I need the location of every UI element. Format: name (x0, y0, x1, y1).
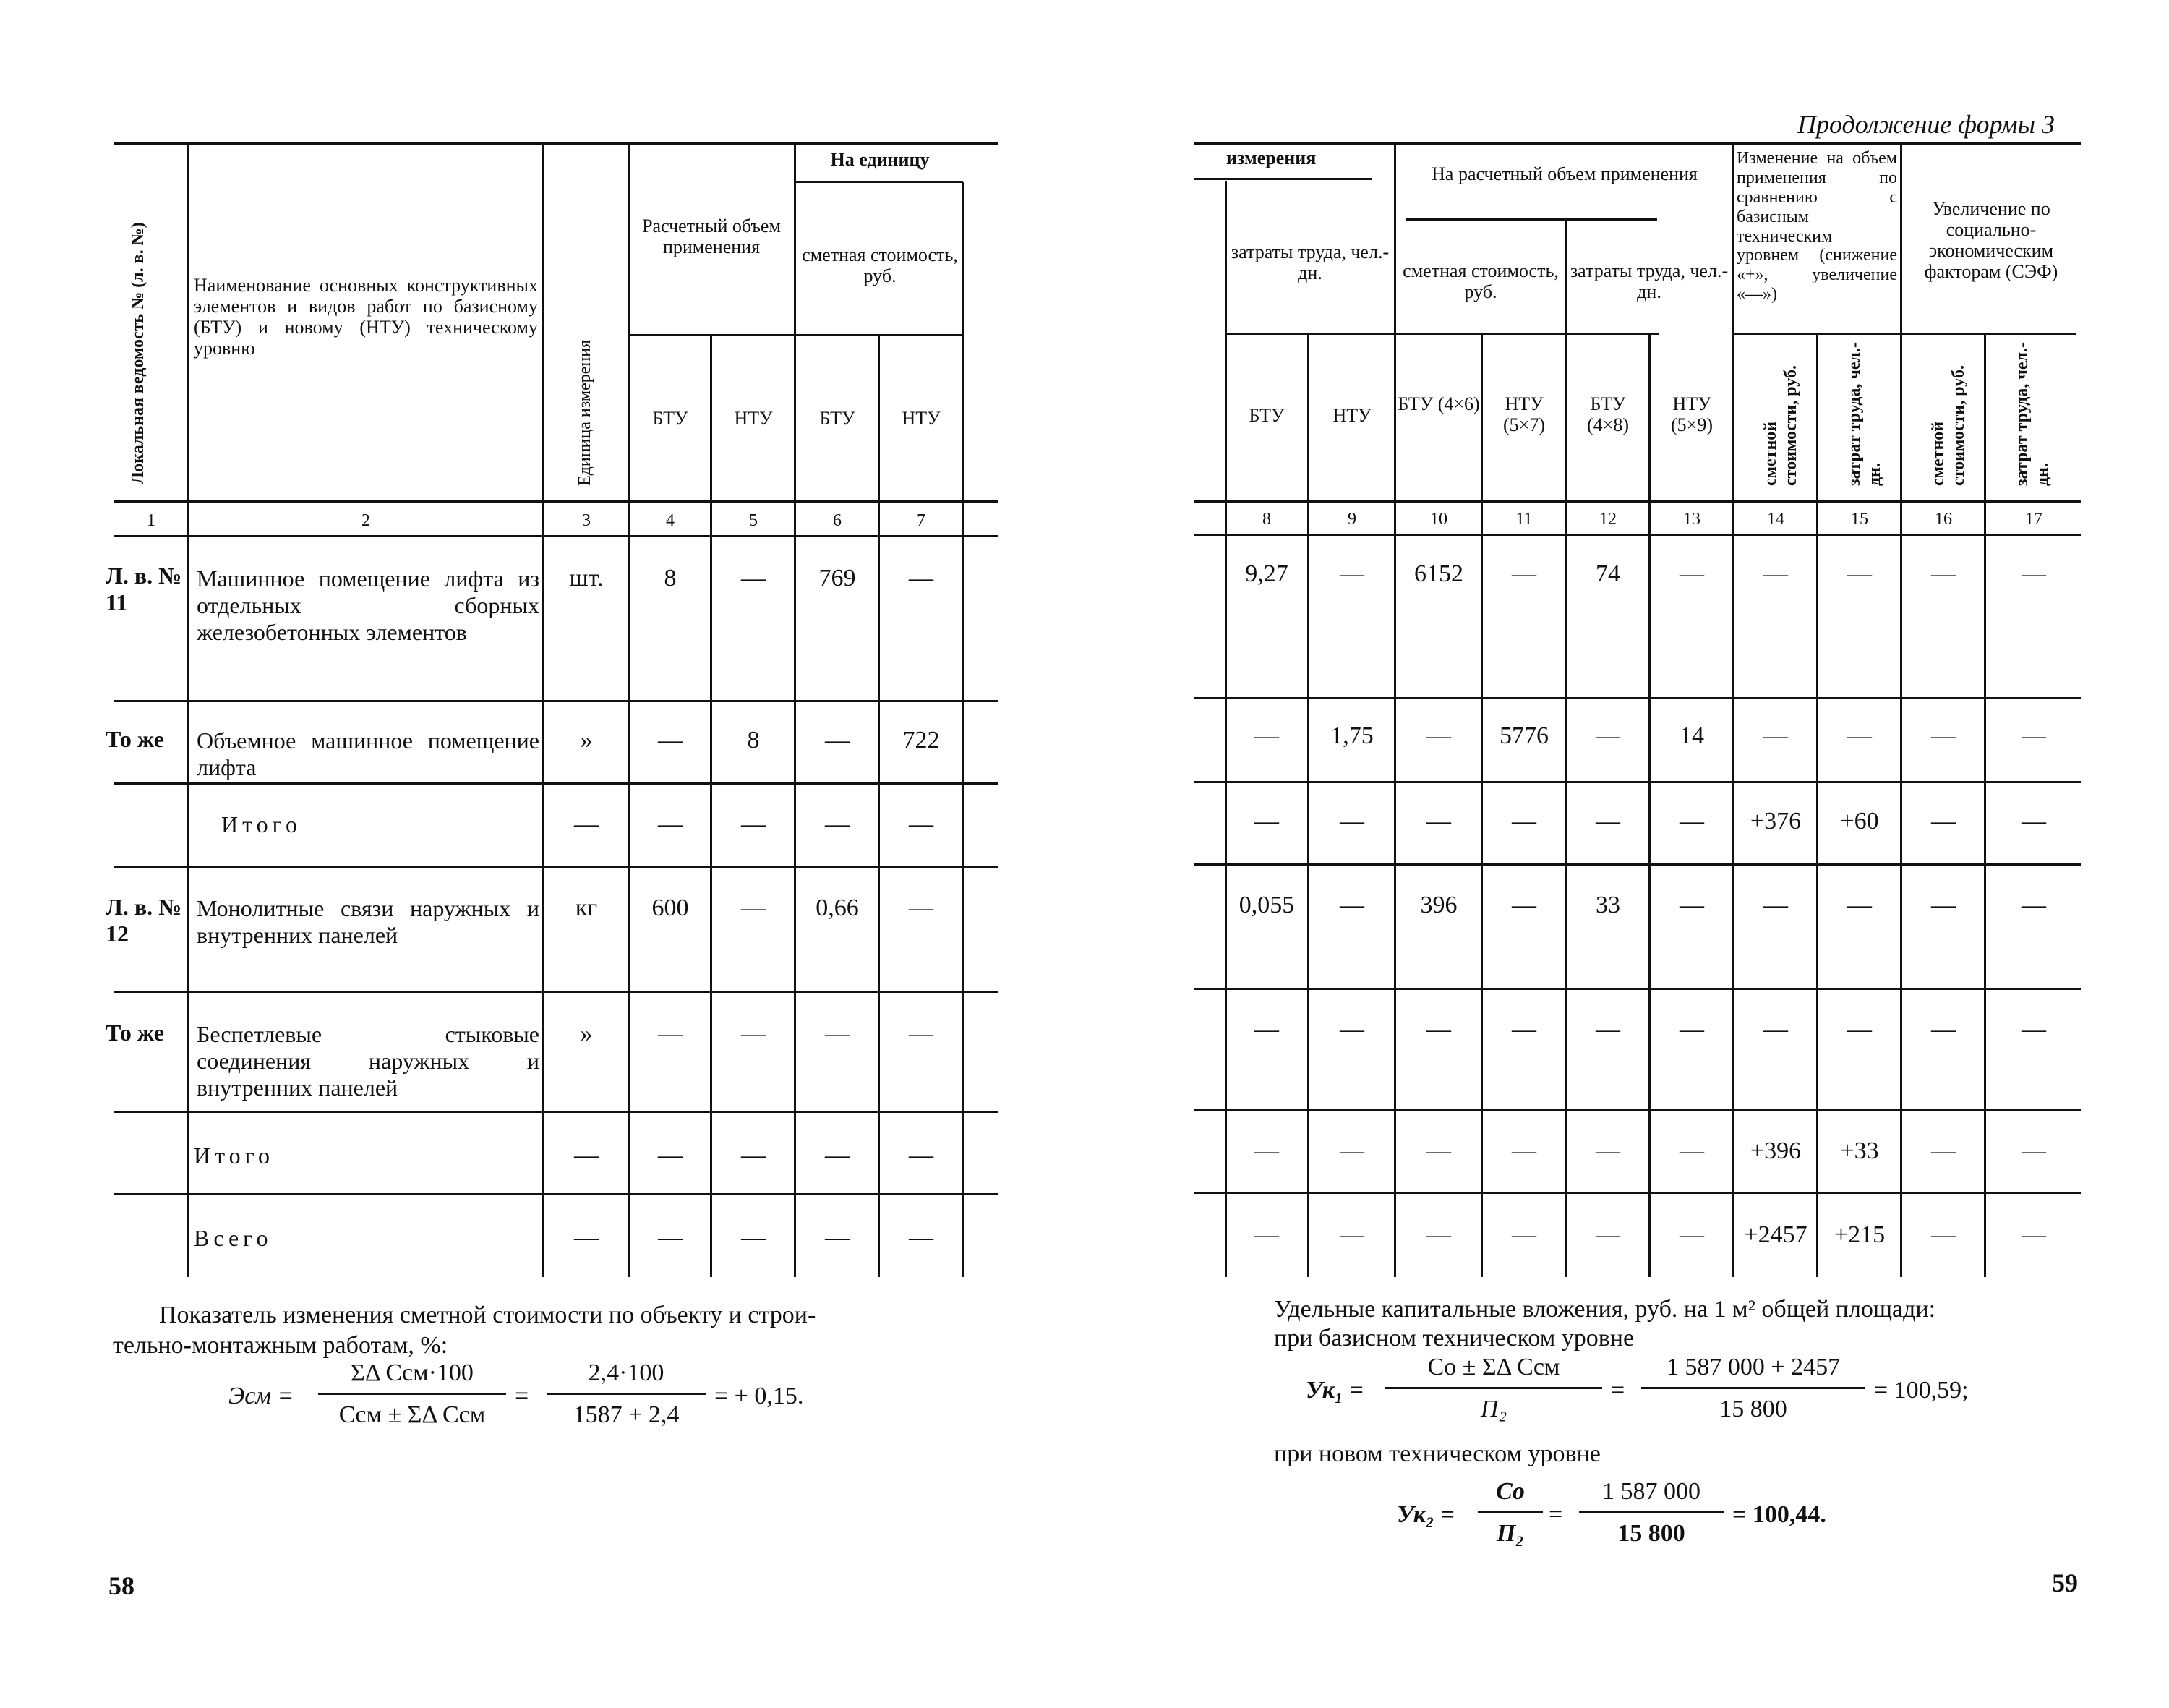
row-cell: — (1596, 808, 1620, 834)
row-cell: — (1680, 560, 1704, 587)
row-ref: Л. в. № 11 (106, 563, 182, 615)
row-cell: 1,75 (1330, 722, 1374, 749)
row-cell: — (909, 1142, 933, 1169)
header-change-group: Изменение на объем применения по сравнению с базисным техническим уровнем (снижение «+», увеличение «—») (1737, 149, 1897, 304)
header-c11: НТУ (5×7) (1503, 393, 1545, 436)
col-rule (1732, 145, 1734, 1277)
row-cell: — (1931, 1221, 1956, 1248)
col-number: 11 (1515, 510, 1533, 529)
row-cell: 396 (1420, 892, 1458, 918)
row-cell: 600 (651, 894, 689, 921)
formula-denominator: П₂ (1480, 1396, 1507, 1422)
header-rule (1226, 333, 1659, 335)
row-cell: — (1426, 1221, 1451, 1248)
paragraph-line: при базисном техническом уровне (1274, 1325, 1635, 1352)
page-number: 58 (108, 1571, 134, 1600)
row-unit: — (574, 811, 599, 837)
row-cell: — (825, 1142, 850, 1169)
row-cell: 14 (1680, 722, 1704, 749)
formula-equals: = (1611, 1377, 1625, 1404)
row-cell: 9,27 (1245, 560, 1288, 587)
row-cell: — (825, 811, 850, 837)
header-rule (1194, 534, 2081, 536)
row-cell: — (1426, 1137, 1451, 1164)
row-cell: — (1254, 1221, 1279, 1248)
fraction-bar (547, 1393, 706, 1395)
row-cell: — (1680, 808, 1704, 834)
col-rule (542, 145, 544, 1277)
header-rule (630, 334, 963, 336)
header-rule (1194, 500, 2081, 503)
header-c16: сметной стоимости, руб. (1929, 365, 1968, 486)
row-cell: — (909, 1224, 933, 1251)
row-cell: — (1512, 1137, 1536, 1164)
formula-denominator: 1587 + 2,4 (573, 1401, 680, 1428)
col-rule (1816, 333, 1818, 1277)
row-cell: — (1512, 1016, 1536, 1043)
row-ref: Л. в. № 12 (106, 894, 182, 947)
header-rule (795, 181, 963, 183)
header-rule (1734, 333, 2076, 335)
header-volume-group: На расчетный объем применения (1432, 163, 1698, 184)
formula-numerator: Cо (1496, 1478, 1525, 1505)
row-cell: — (1340, 1137, 1364, 1164)
row-cell: — (1763, 892, 1788, 918)
row-rule (1194, 1109, 2081, 1111)
row-cell: — (741, 894, 766, 921)
row-rule (114, 1193, 998, 1195)
row-name: Машинное помещение лифта из отдельных сборных железобетонных элементов (197, 565, 539, 645)
row-cell: — (1931, 808, 1956, 834)
row-name: Всего (194, 1225, 273, 1251)
formula-lhs: Ук₁ = (1306, 1377, 1364, 1404)
row-cell: +33 (1840, 1137, 1879, 1164)
fraction-bar (318, 1393, 506, 1395)
row-unit: — (574, 1142, 599, 1169)
col-number: 4 (666, 511, 675, 530)
row-cell: — (1931, 722, 1956, 749)
col-rule (1565, 218, 1567, 1277)
col-number: 14 (1767, 510, 1784, 529)
col-number: 8 (1262, 510, 1271, 529)
row-cell: 6152 (1414, 560, 1463, 587)
col-rule (187, 145, 189, 1277)
col-number: 9 (1348, 510, 1356, 529)
paragraph-line: тельно-монтажным работам, %: (113, 1332, 448, 1359)
row-unit: » (580, 727, 593, 753)
row-cell: — (1931, 1016, 1956, 1043)
col-number: 7 (917, 511, 925, 530)
header-volume-group: Расчетный объем применения (642, 215, 781, 258)
formula-denominator: 15 800 (1719, 1396, 1787, 1422)
row-rule (114, 700, 998, 702)
row-cell: — (1596, 1221, 1620, 1248)
header-btu: БТУ (819, 408, 855, 429)
header-rule (114, 535, 998, 537)
row-cell: — (909, 811, 933, 837)
row-cell: — (1512, 560, 1536, 587)
row-ref: То же (106, 726, 164, 752)
row-cell: — (1680, 1137, 1704, 1164)
header-col3-label: Единица измерения (576, 339, 594, 486)
row-cell: — (1254, 722, 1279, 749)
row-cell: — (1763, 1016, 1788, 1043)
formula-lhs: Ук₂ = (1397, 1501, 1455, 1528)
row-cell: — (658, 1224, 683, 1251)
row-cell: — (1763, 560, 1788, 587)
row-cell: +60 (1840, 808, 1879, 834)
row-rule (1194, 1192, 2081, 1194)
col-rule (962, 182, 964, 1277)
header-c8: БТУ (1249, 405, 1285, 426)
header-c17: затрат труда, чел.-дн. (2013, 341, 2052, 486)
formula-numerator: 2,4·100 (588, 1359, 664, 1386)
formula-result: = 100,59; (1874, 1377, 1969, 1404)
col-number: 6 (833, 511, 842, 530)
formula-equals: = (515, 1383, 529, 1409)
row-cell: — (2022, 1016, 2046, 1043)
row-cell: +396 (1750, 1137, 1802, 1164)
row-cell: — (658, 727, 683, 753)
row-unit: » (580, 1020, 593, 1047)
header-unit-cost: сметная стоимость, руб. (802, 244, 958, 287)
row-rule (1194, 781, 2081, 783)
row-cell: — (741, 1142, 766, 1169)
row-cell: — (1254, 808, 1279, 834)
row-cell: — (1931, 1137, 1956, 1164)
header-c10: БТУ (4×6) (1398, 393, 1480, 414)
col-number: 3 (582, 511, 591, 530)
row-cell: — (2022, 808, 2046, 834)
col-rule (878, 334, 880, 1277)
row-name: Объемное машинное помещение лифта (197, 727, 539, 780)
header-unit-group: На единицу (830, 149, 930, 170)
fraction-bar (1579, 1511, 1724, 1513)
header-btu: БТУ (652, 408, 688, 429)
row-cell: — (1596, 1137, 1620, 1164)
row-cell: — (741, 1224, 766, 1251)
header-c15: затрат труда, чел.-дн. (1845, 341, 1884, 486)
row-cell: — (1426, 722, 1451, 749)
row-cell: — (825, 1020, 850, 1047)
row-cell: 5776 (1500, 722, 1549, 749)
col-rule (1394, 145, 1396, 1277)
row-rule (1194, 697, 2081, 699)
row-cell: — (825, 727, 850, 753)
row-cell: — (825, 1224, 850, 1251)
row-cell: — (1426, 808, 1451, 834)
row-cell: — (1931, 892, 1956, 918)
header-rule (114, 500, 998, 503)
row-unit: кг (575, 894, 598, 921)
row-cell: — (1847, 1016, 1872, 1043)
row-cell: 0,055 (1238, 892, 1295, 918)
formula-numerator: Cо ± ΣΔ Cсм (1427, 1354, 1560, 1380)
col-rule (710, 334, 712, 1277)
col-number: 16 (1935, 510, 1952, 529)
row-cell: — (1340, 808, 1364, 834)
col-rule (1648, 333, 1651, 1277)
row-cell: — (1426, 1016, 1451, 1043)
col-rule (628, 145, 630, 1277)
row-cell: — (1847, 722, 1872, 749)
header-col1-label: Локальная ведомость № (л. в. №) (129, 222, 147, 484)
header-c13: НТУ (5×9) (1671, 393, 1713, 436)
row-cell: — (1512, 1221, 1536, 1248)
row-cell: — (2022, 1137, 2046, 1164)
row-cell: — (2022, 1221, 2046, 1248)
header-sub-labor: затраты труда, чел.-дн. (1570, 260, 1729, 303)
left-page (0, 0, 1084, 1708)
row-cell: 74 (1596, 560, 1620, 587)
col-rule (1481, 333, 1483, 1277)
header-rule (1406, 218, 1657, 221)
row-cell: — (1512, 808, 1536, 834)
row-rule (114, 1111, 998, 1113)
formula-numerator: ΣΔ Cсм·100 (351, 1359, 474, 1386)
header-unit-cont: измерения (1226, 148, 1317, 168)
header-ntu: НТУ (902, 408, 941, 429)
row-cell: 769 (818, 565, 856, 592)
header-social-group: Увеличение по социально-экономическим факторам (СЭФ) (1924, 198, 2058, 283)
col-number: 13 (1683, 510, 1700, 529)
row-cell: — (1340, 892, 1364, 918)
row-cell: — (1680, 892, 1704, 918)
header-sub-cost: сметная стоимость, руб. (1403, 260, 1559, 303)
row-cell: — (658, 1142, 683, 1169)
formula-equals: = (1549, 1501, 1563, 1528)
header-c9: НТУ (1332, 405, 1372, 426)
col-rule (1307, 333, 1309, 1277)
formula-denominator: Cсм ± ΣΔ Cсм (338, 1401, 486, 1428)
row-cell: — (1254, 1016, 1279, 1043)
row-rule (1194, 863, 2081, 866)
table-top-rule (1194, 142, 2081, 145)
row-cell: 8 (747, 727, 760, 753)
paragraph-line: при новом техническом уровне (1274, 1440, 1601, 1467)
row-cell: — (1763, 722, 1788, 749)
fraction-bar (1478, 1511, 1543, 1513)
header-col2-label: Наименование основных конструктивных элементов и видов работ по базисному (БТУ) и новому (НТУ) техническому уровню (194, 275, 538, 359)
col-number: 12 (1599, 510, 1617, 529)
formula-denominator: 15 800 (1617, 1520, 1685, 1547)
header-c14: сметной стоимости, руб. (1761, 365, 1800, 486)
formula-lhs: Эсм = (228, 1383, 294, 1409)
row-cell: — (909, 1020, 933, 1047)
formula-numerator: 1 587 000 (1602, 1478, 1700, 1505)
row-cell: — (2022, 892, 2046, 918)
formula-denominator: П₂ (1496, 1520, 1525, 1547)
formula-numerator: 1 587 000 + 2457 (1666, 1354, 1841, 1380)
row-cell: 722 (902, 727, 940, 753)
row-cell: 33 (1596, 892, 1620, 918)
header-rule (1194, 178, 1372, 180)
row-cell: — (658, 1020, 683, 1047)
col-number: 5 (749, 511, 758, 530)
running-head: Продолжение формы 3 (1797, 110, 2055, 139)
row-cell: — (1512, 892, 1536, 918)
row-cell: +376 (1750, 808, 1802, 834)
row-cell: — (909, 894, 933, 921)
row-rule (114, 866, 998, 868)
row-rule (1194, 988, 2081, 990)
row-rule (114, 991, 998, 993)
paragraph-line: Удельные капитальные вложения, руб. на 1 м² общей площади: (1274, 1296, 1936, 1323)
fraction-bar (1385, 1387, 1602, 1389)
row-cell: +215 (1834, 1221, 1886, 1248)
col-rule (1984, 333, 1986, 1277)
col-number: 1 (147, 511, 155, 530)
row-cell: — (2022, 560, 2046, 587)
right-page (1084, 0, 2169, 1708)
row-name: Монолитные связи наружных и внутренних панелей (197, 895, 539, 948)
row-name: Итого (221, 811, 301, 837)
header-c12: БТУ (4×8) (1587, 393, 1629, 436)
row-cell: — (1931, 560, 1956, 587)
row-cell: — (1254, 1137, 1279, 1164)
row-cell: — (1847, 892, 1872, 918)
row-unit: шт. (569, 565, 604, 592)
row-cell: — (1847, 560, 1872, 587)
row-cell: 0,66 (816, 894, 859, 921)
row-name: Итого (194, 1143, 274, 1169)
row-cell: — (1596, 1016, 1620, 1043)
col-number: 2 (362, 511, 370, 530)
row-ref: То же (106, 1020, 164, 1046)
row-cell: — (1680, 1016, 1704, 1043)
row-cell: — (1340, 1016, 1364, 1043)
col-rule (1900, 145, 1902, 1277)
row-cell: — (658, 811, 683, 837)
table-top-rule (114, 142, 998, 145)
row-cell: — (1596, 722, 1620, 749)
row-cell: — (1340, 1221, 1364, 1248)
formula-result: = 100,44. (1732, 1501, 1826, 1528)
col-number: 17 (2025, 510, 2042, 529)
header-ntu: НТУ (734, 408, 773, 429)
header-labor: затраты труда, чел.-дн. (1231, 242, 1390, 284)
formula-result: = + 0,15. (714, 1383, 804, 1409)
row-cell: 8 (664, 565, 677, 592)
fraction-bar (1641, 1387, 1865, 1389)
col-rule (794, 145, 796, 1277)
row-rule (114, 782, 998, 785)
row-cell: — (909, 565, 933, 592)
col-number: 15 (1851, 510, 1868, 529)
row-cell: — (741, 565, 766, 592)
row-cell: — (741, 811, 766, 837)
page-number: 59 (2052, 1568, 2078, 1597)
row-unit: — (574, 1224, 599, 1251)
paragraph-line: Показатель изменения сметной стоимости по объекту и строи- (159, 1302, 816, 1328)
row-name: Беспетлевые стыковые соединения наружных и внутренних панелей (197, 1021, 539, 1101)
row-cell: — (1340, 560, 1364, 587)
col-number: 10 (1430, 510, 1447, 529)
row-cell: +2457 (1744, 1221, 1808, 1248)
row-cell: — (741, 1020, 766, 1047)
row-cell: — (1680, 1221, 1704, 1248)
row-cell: — (2022, 722, 2046, 749)
